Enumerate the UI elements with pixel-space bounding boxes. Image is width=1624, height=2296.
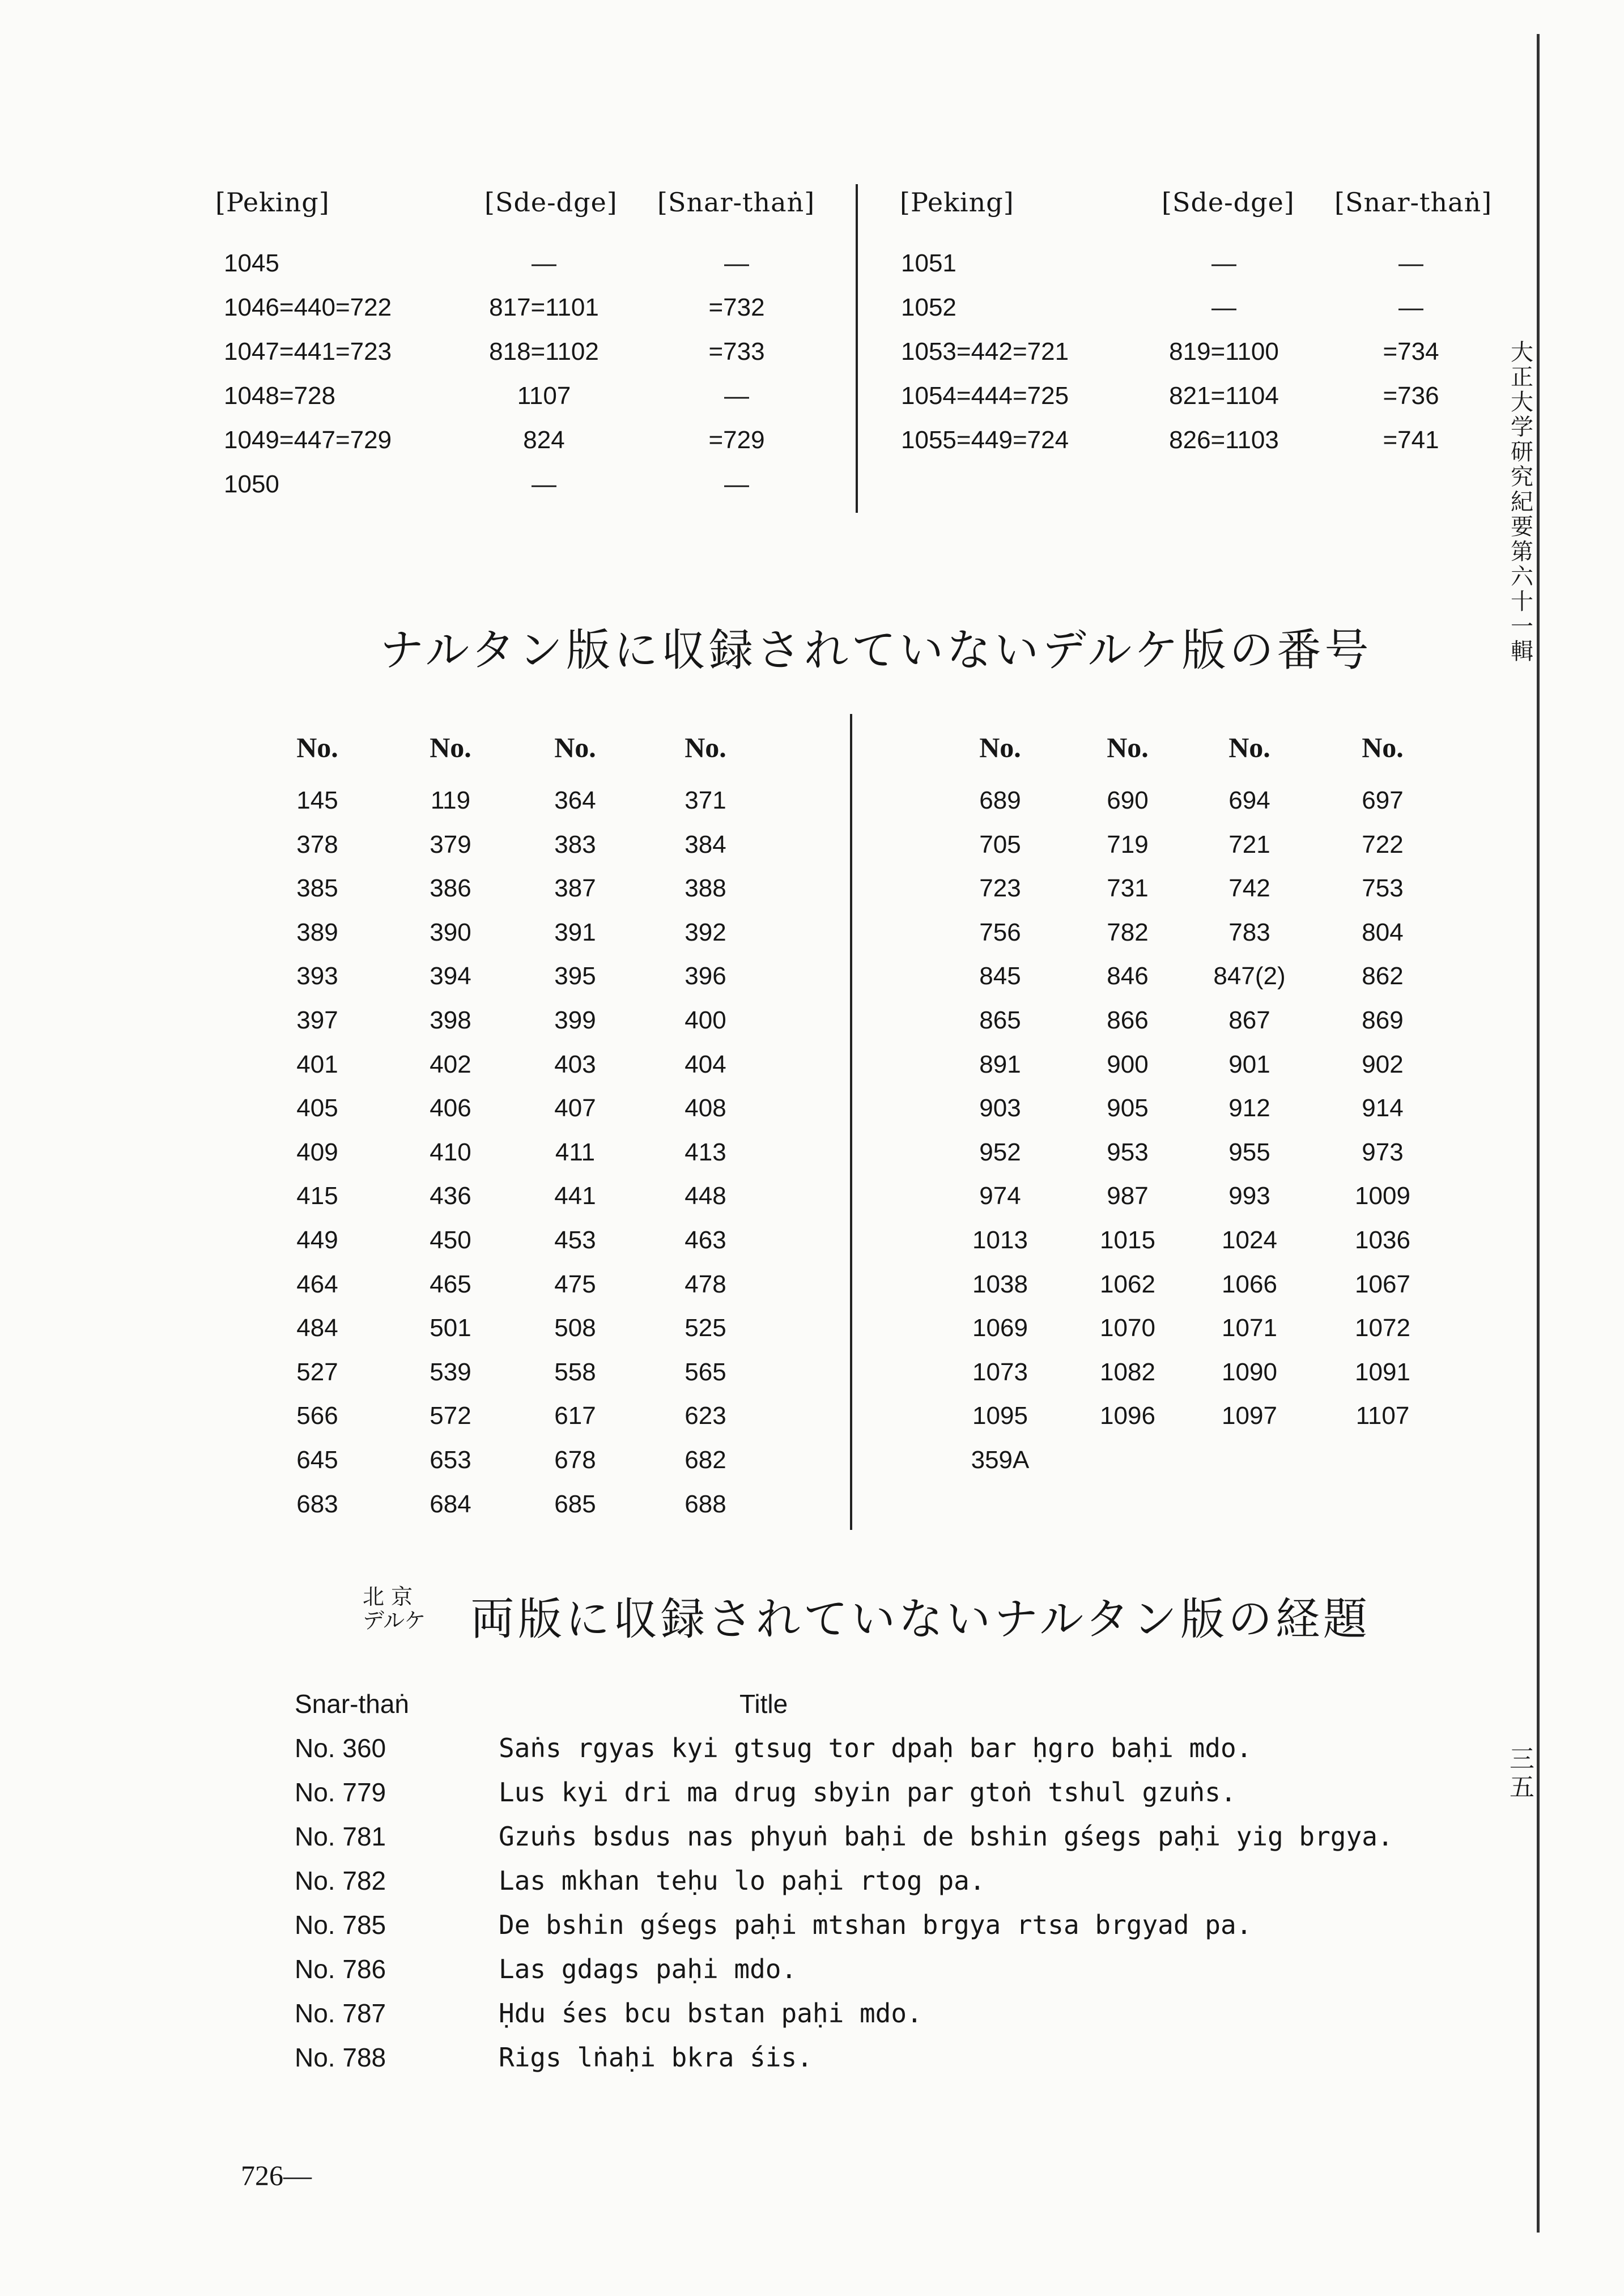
dergue-number: 395 — [554, 962, 596, 990]
dergue-number: 465 — [430, 1270, 471, 1298]
dergue-number: 1070 — [1100, 1314, 1155, 1342]
dergue-number: 441 — [554, 1182, 596, 1210]
dergue-number: 1024 — [1222, 1226, 1277, 1254]
dergue-number: 683 — [296, 1490, 338, 1518]
list-item-number: No. 787 — [295, 1999, 386, 2028]
dergue-number: 987 — [1107, 1182, 1149, 1210]
dergue-number: 371 — [685, 786, 726, 814]
dergue-number: 409 — [296, 1138, 338, 1166]
dergue-number: 645 — [296, 1446, 338, 1474]
dergue-number: 478 — [685, 1270, 726, 1298]
dergue-number: 688 — [685, 1490, 726, 1518]
dergue-number: 119 — [430, 786, 471, 814]
dergue-number: 411 — [555, 1138, 596, 1166]
dergue-number: 866 — [1107, 1006, 1149, 1034]
dergue-number: 1090 — [1222, 1358, 1277, 1386]
header-snarthan-left: [Snar-thaṅ] — [657, 187, 815, 218]
dergue-number: 1013 — [972, 1226, 1028, 1254]
dergue-number: 402 — [430, 1051, 471, 1078]
concordance-cell: =732 — [708, 294, 765, 321]
dergue-number: 566 — [296, 1402, 338, 1430]
dergue-number: 1082 — [1100, 1358, 1155, 1386]
dergue-number: 413 — [685, 1138, 726, 1166]
header-sdedge-left: [Sde-dge] — [484, 187, 618, 218]
dergue-number: 1036 — [1355, 1226, 1410, 1254]
dergue-number: 847(2) — [1213, 962, 1286, 990]
dergue-number: 448 — [685, 1182, 726, 1210]
dergue-number: 900 — [1107, 1051, 1149, 1078]
dergue-number: 974 — [979, 1182, 1021, 1210]
col-title: Title — [739, 1689, 788, 1719]
dergue-number: 678 — [554, 1446, 596, 1474]
dergue-number: 903 — [979, 1094, 1021, 1122]
dergue-number: 952 — [979, 1138, 1021, 1166]
dergue-number: 1038 — [972, 1270, 1028, 1298]
header-sdedge-right: [Sde-dge] — [1162, 187, 1295, 218]
dergue-number: 508 — [554, 1314, 596, 1342]
dergue-number: 394 — [430, 962, 471, 990]
dergue-number: 953 — [1107, 1138, 1149, 1166]
list-item-number: No. 786 — [295, 1954, 386, 1984]
dergue-number: 891 — [979, 1051, 1021, 1078]
dergue-number: 386 — [430, 874, 471, 902]
list-item-number: No. 788 — [295, 2043, 386, 2072]
dergue-number: 1095 — [972, 1402, 1028, 1430]
concordance-cell: =729 — [708, 426, 765, 454]
dergue-number: 359A — [971, 1446, 1030, 1474]
dergue-number: 973 — [1362, 1138, 1404, 1166]
concordance-cell: 818=1102 — [489, 338, 599, 365]
dergue-number: 453 — [554, 1226, 596, 1254]
dergue-number: 410 — [430, 1138, 471, 1166]
dergue-number: 804 — [1362, 919, 1404, 946]
concordance-cell: =734 — [1383, 338, 1439, 365]
dergue-number: 1069 — [972, 1314, 1028, 1342]
dergue-number: 1096 — [1100, 1402, 1155, 1430]
dergue-number: 869 — [1362, 1006, 1404, 1034]
list-item-title: Saṅs rgyas kyi gtsug tor dpaḥ bar ḥgro baḥi mdo. — [499, 1733, 1252, 1763]
dergue-number: 404 — [685, 1051, 726, 1078]
concordance-cell: 1107 — [517, 382, 571, 410]
dergue-number: 1066 — [1222, 1270, 1277, 1298]
dergue-number: 993 — [1228, 1182, 1270, 1210]
list-item-title: Gzuṅs bsdus nas phyuṅ baḥi de bshin gśegs paḥi yig brgya. — [499, 1821, 1393, 1852]
dergue-number: 689 — [979, 786, 1021, 814]
dergue-number: 364 — [554, 786, 596, 814]
concordance-cell: — — [724, 382, 749, 410]
list-item-title: Rigs lṅaḥi bkra śis. — [499, 2042, 813, 2073]
list-item-number: No. 779 — [295, 1778, 386, 1807]
concordance-cell: 1049=447=729 — [224, 426, 392, 454]
concordance-cell: 1048=728 — [224, 382, 335, 410]
list-item-title: Las gdags paḥi mdo. — [499, 1954, 797, 1984]
no-column-header: No. — [979, 732, 1021, 763]
dergue-number: 694 — [1228, 786, 1270, 814]
no-column-header: No. — [430, 732, 471, 763]
concordance-cell: — — [532, 249, 556, 277]
dergue-number: 145 — [296, 786, 338, 814]
dergue-number: 905 — [1107, 1094, 1149, 1122]
dergue-number: 387 — [554, 874, 596, 902]
dergue-number: 391 — [554, 919, 596, 946]
list-item-title: Las mkhan teḥu lo paḥi rtog pa. — [499, 1865, 985, 1896]
concordance-cell: — — [532, 470, 556, 498]
dergue-number: 539 — [430, 1358, 471, 1386]
dergue-number: 653 — [430, 1446, 471, 1474]
concordance-cell: 1055=449=724 — [901, 426, 1069, 454]
dergue-number: 914 — [1362, 1094, 1404, 1122]
dergue-number: 384 — [685, 831, 726, 858]
dergue-number: 902 — [1362, 1051, 1404, 1078]
concordance-cell: 1050 — [224, 470, 279, 498]
dergue-number: 684 — [430, 1490, 471, 1518]
dergue-number: 398 — [430, 1006, 471, 1034]
concordance-cell: 826=1103 — [1169, 426, 1279, 454]
dergue-number: 1107 — [1355, 1402, 1410, 1430]
concordance-cell: 1047=441=723 — [224, 338, 392, 365]
list-item-title: De bshin gśegs paḥi mtshan brgya rtsa brgyad pa. — [499, 1910, 1252, 1940]
concordance-cell: 1045 — [224, 249, 279, 277]
dergue-number: 400 — [685, 1006, 726, 1034]
dergue-number: 399 — [554, 1006, 596, 1034]
col-snar-thang: Snar-thaṅ — [295, 1689, 410, 1719]
dergue-number: 753 — [1362, 874, 1404, 902]
dergue-number: 862 — [1362, 962, 1404, 990]
dergue-number: 756 — [979, 919, 1021, 946]
concordance-cell: — — [1211, 294, 1236, 321]
dergue-number: 389 — [296, 919, 338, 946]
dergue-number: 697 — [1362, 786, 1404, 814]
concordance-cell: — — [1211, 249, 1236, 277]
list-item-number: No. 785 — [295, 1910, 386, 1940]
concordance-cell: — — [1398, 294, 1423, 321]
concordance-cell: 817=1101 — [489, 294, 599, 321]
concordance-cell: — — [724, 249, 749, 277]
concordance-cell: 821=1104 — [1169, 382, 1279, 410]
concordance-cell: =733 — [708, 338, 765, 365]
no-column-header: No. — [1107, 732, 1149, 763]
dergue-number: 617 — [554, 1402, 596, 1430]
dergue-number: 912 — [1228, 1094, 1270, 1122]
dergue-number: 572 — [430, 1402, 471, 1430]
list-item-number: No. 360 — [295, 1733, 386, 1763]
dergue-number: 403 — [554, 1051, 596, 1078]
title-small-top: 北 京 — [363, 1584, 413, 1609]
dergue-number: 867 — [1228, 1006, 1270, 1034]
dergue-number: 722 — [1362, 831, 1404, 858]
dergue-number: 565 — [685, 1358, 726, 1386]
concordance-cell: 1052 — [901, 294, 956, 321]
dergue-number: 475 — [554, 1270, 596, 1298]
dergue-number: 782 — [1107, 919, 1149, 946]
header-snarthan-right: [Snar-thaṅ] — [1334, 187, 1493, 218]
concordance-cell: 824 — [523, 426, 565, 454]
no-column-header: No. — [1362, 732, 1404, 763]
dergue-number: 405 — [296, 1094, 338, 1122]
dergue-number: 1072 — [1355, 1314, 1410, 1342]
dergue-number: 406 — [430, 1094, 471, 1122]
page-edge-line — [1537, 34, 1540, 2233]
list-item-number: No. 781 — [295, 1822, 386, 1851]
dergue-number: 731 — [1107, 874, 1149, 902]
section2-title: ナルタン版に収録されていないデルケ版の番号 — [380, 625, 1372, 676]
dergue-number: 690 — [1107, 786, 1149, 814]
dergue-number: 1015 — [1100, 1226, 1155, 1254]
dergue-number: 464 — [296, 1270, 338, 1298]
dergue-number: 783 — [1228, 919, 1270, 946]
dergue-number: 845 — [979, 962, 1021, 990]
dergue-number: 415 — [296, 1182, 338, 1210]
dergue-number: 501 — [430, 1314, 471, 1342]
dergue-number: 408 — [685, 1094, 726, 1122]
dergue-number: 955 — [1228, 1138, 1270, 1166]
dergue-number: 383 — [554, 831, 596, 858]
dergue-number: 378 — [296, 831, 338, 858]
title-small-bottom: デルケ — [363, 1608, 426, 1633]
dergue-number: 865 — [979, 1006, 1021, 1034]
concordance-cell: =736 — [1383, 382, 1439, 410]
concordance-cell: 1051 — [901, 249, 956, 277]
kanji-page-number: 三 五 — [1510, 1745, 1534, 1802]
dergue-number: 396 — [685, 962, 726, 990]
dergue-number: 484 — [296, 1314, 338, 1342]
dergue-number: 1062 — [1100, 1270, 1155, 1298]
dergue-number: 525 — [685, 1314, 726, 1342]
journal-vertical-title: 大 正 大 学 研 究 紀 要 第 六 十 一 輯 — [1511, 339, 1533, 665]
no-column-header: No. — [296, 732, 338, 763]
dergue-number: 682 — [685, 1446, 726, 1474]
dergue-number: 436 — [430, 1182, 471, 1210]
dergue-number: 397 — [296, 1006, 338, 1034]
dergue-number: 723 — [979, 874, 1021, 902]
dergue-number: 527 — [296, 1358, 338, 1386]
concordance-cell: — — [724, 470, 749, 498]
dergue-number: 393 — [296, 962, 338, 990]
dergue-number: 407 — [554, 1094, 596, 1122]
dergue-number: 558 — [554, 1358, 596, 1386]
dergue-number: 719 — [1107, 831, 1149, 858]
dergue-number: 463 — [685, 1226, 726, 1254]
dergue-number: 392 — [685, 919, 726, 946]
dergue-number: 401 — [296, 1051, 338, 1078]
dergue-number: 1067 — [1355, 1270, 1410, 1298]
dergue-number: 379 — [430, 831, 471, 858]
dergue-number: 705 — [979, 831, 1021, 858]
list-item-title: Lus kyi dri ma drug sbyin par gtoṅ tshul gzuṅs. — [499, 1777, 1236, 1808]
dergue-number: 846 — [1107, 962, 1149, 990]
list-item-number: No. 782 — [295, 1866, 386, 1895]
dergue-number: 901 — [1228, 1051, 1270, 1078]
concordance-cell: 1054=444=725 — [901, 382, 1069, 410]
no-column-header: No. — [554, 732, 596, 763]
dergue-number: 685 — [554, 1490, 596, 1518]
dergue-number: 742 — [1228, 874, 1270, 902]
dergue-number: 1097 — [1222, 1402, 1277, 1430]
section3-title: 両版に収録されていないナルタン版の経題 — [470, 1594, 1371, 1645]
no-column-header: No. — [685, 732, 726, 763]
dergue-number: 1071 — [1222, 1314, 1277, 1342]
dergue-number: 721 — [1228, 831, 1270, 858]
number-grid-divider — [850, 714, 852, 1530]
dergue-number: 623 — [685, 1402, 726, 1430]
dergue-number: 1073 — [972, 1358, 1028, 1386]
no-column-header: No. — [1228, 732, 1270, 763]
dergue-number: 450 — [430, 1226, 471, 1254]
header-peking-right: [Peking] — [900, 187, 1014, 218]
list-item-title: Ḥdu śes bcu bstan paḥi mdo. — [499, 1998, 922, 2029]
concordance-cell: =741 — [1383, 426, 1439, 454]
page-number: 726— — [241, 2159, 312, 2191]
dergue-number: 1091 — [1355, 1358, 1410, 1386]
concordance-cell: 1053=442=721 — [901, 338, 1069, 365]
concordance-cell: 1046=440=722 — [224, 294, 392, 321]
dergue-number: 1009 — [1355, 1182, 1410, 1210]
dergue-number: 385 — [296, 874, 338, 902]
header-peking-left: [Peking] — [215, 187, 330, 218]
concordance-cell: — — [1398, 249, 1423, 277]
dergue-number: 390 — [430, 919, 471, 946]
dergue-number: 388 — [685, 874, 726, 902]
concordance-cell: 819=1100 — [1169, 338, 1279, 365]
dergue-number: 449 — [296, 1226, 338, 1254]
concordance-divider — [856, 184, 858, 513]
